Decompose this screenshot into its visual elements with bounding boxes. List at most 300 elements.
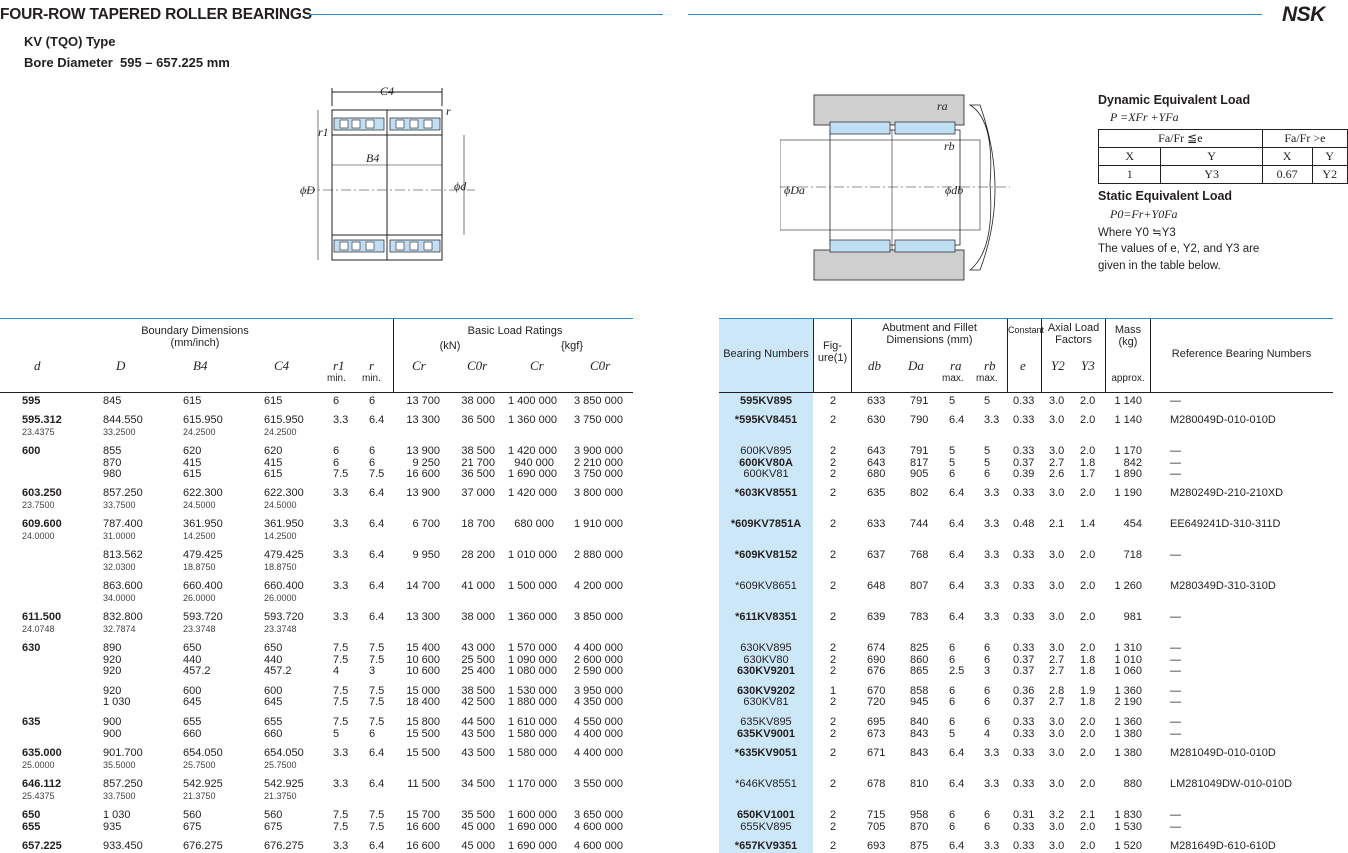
col-rb: rb xyxy=(984,358,996,373)
cell-C0rk xyxy=(574,729,622,741)
cell-C-value: 479.425 xyxy=(264,549,304,561)
cell-bn-value: 630KV9201 xyxy=(736,665,796,677)
cell-rb xyxy=(984,779,998,791)
cell-e-value: 0.33 xyxy=(1013,716,1035,728)
cell-mass xyxy=(1110,446,1142,458)
cell-r-value: 6.4 xyxy=(369,778,385,790)
cell-B-value: 457.2 xyxy=(183,665,211,677)
cell-C xyxy=(264,779,324,802)
cell-ref-value: — xyxy=(1170,685,1181,697)
cell-Cr xyxy=(400,666,440,678)
boundary-unit: (mm/inch) xyxy=(170,337,220,349)
cell-D-value: 890 xyxy=(103,642,122,654)
cell-ref xyxy=(1170,822,1320,834)
cell-bn-value: 595KV895 xyxy=(740,395,792,407)
cell-fig xyxy=(826,779,840,791)
cell-r1-value: 6 xyxy=(333,457,340,469)
col-e: e xyxy=(1020,358,1026,373)
bore-label: Bore Diameter xyxy=(24,55,113,70)
cell-mass xyxy=(1110,729,1142,741)
cell-B_in-value: 23.3748 xyxy=(183,623,216,634)
cell-Y3 xyxy=(1080,810,1102,822)
cell-D-value: 900 xyxy=(103,716,122,728)
cell-D xyxy=(103,717,163,729)
cell-db-value: 643 xyxy=(867,445,886,457)
cell-mass-value: 1 010 xyxy=(1114,654,1142,666)
cell-Cr-value: 6 700 xyxy=(412,518,440,530)
cell-r-value: 6.4 xyxy=(369,414,385,426)
cell-db-value: 633 xyxy=(867,518,886,530)
cell-Crk-value: 1 570 000 xyxy=(508,642,557,654)
col-C0r-kgf: C0r xyxy=(590,358,611,373)
cell-ra-value: 6 xyxy=(949,685,956,697)
cell-Y3 xyxy=(1080,519,1102,531)
b4-label: B4 xyxy=(366,151,380,165)
cell-ra xyxy=(949,446,973,458)
cell-ra xyxy=(949,810,973,822)
cell-Y2-value: 3.0 xyxy=(1049,414,1065,426)
cell-mass-value: 1 170 xyxy=(1114,445,1142,457)
cell-Y2-value: 3.0 xyxy=(1049,821,1065,833)
cell-Y3-value: 1.4 xyxy=(1080,518,1096,530)
cell-mass xyxy=(1110,488,1142,500)
cell-ref xyxy=(1170,655,1320,667)
where-note: Where Y0 ≒Y3 xyxy=(1098,227,1176,239)
cell-r-value: 7.5 xyxy=(369,685,385,697)
cell-C0r-value: 41 000 xyxy=(461,580,495,592)
cell-fig-value: 2 xyxy=(829,716,837,728)
figure-header-2: ure(1) xyxy=(817,352,848,364)
cell-r xyxy=(369,581,385,593)
cell-ra-value: 6.4 xyxy=(949,580,965,592)
cell-C xyxy=(264,396,324,408)
cell-Y2-value: 2.7 xyxy=(1049,665,1065,677)
cell-rb xyxy=(984,729,998,741)
cell-r1 xyxy=(333,415,353,427)
cell-Crk-value: 680 000 xyxy=(514,518,554,530)
cell-Cr-value: 15 000 xyxy=(406,685,440,697)
cell-ra-value: 6 xyxy=(949,654,956,666)
cell-mass-value: 1 140 xyxy=(1114,414,1142,426)
cell-C xyxy=(264,612,324,635)
cell-d-value: 609.600 xyxy=(22,518,62,530)
cell-db-value: 633 xyxy=(867,395,886,407)
cell-B xyxy=(183,822,243,834)
cell-bn-value: 630KV895 xyxy=(740,642,792,654)
cell-C xyxy=(264,822,324,834)
cell-bn xyxy=(719,810,813,822)
cell-Da xyxy=(910,666,934,678)
cell-Da xyxy=(910,396,934,408)
cell-C0r-value: 34 500 xyxy=(461,778,495,790)
cell-Da-value: 865 xyxy=(910,665,929,677)
cell-mass xyxy=(1110,810,1142,822)
cell-ref xyxy=(1170,488,1320,500)
cell-ref-value: — xyxy=(1170,468,1181,480)
cell-D xyxy=(103,666,163,678)
cell-C xyxy=(264,697,324,709)
cell-D xyxy=(103,550,163,573)
cell-mass-value: 981 xyxy=(1123,611,1142,623)
cell-r1 xyxy=(333,612,353,624)
reference-header: Reference Bearing Numbers xyxy=(1171,348,1312,360)
cell-r xyxy=(369,415,385,427)
cell-mass-value: 1 360 xyxy=(1114,716,1142,728)
cell-B-value: 654.050 xyxy=(183,747,223,759)
cell-C0rk xyxy=(574,415,622,427)
cell-B_in-value: 18.8750 xyxy=(183,561,216,572)
cell-r1 xyxy=(333,519,353,531)
cell-e-value: 0.33 xyxy=(1013,580,1035,592)
cell-db-value: 690 xyxy=(867,654,886,666)
cell-B-value: 622.300 xyxy=(183,487,223,499)
cell-B xyxy=(183,748,243,771)
cell-mass xyxy=(1110,469,1142,481)
cell-C xyxy=(264,415,324,438)
cell-B-value: 415 xyxy=(183,457,202,469)
cell-rb xyxy=(984,717,998,729)
cell-bn xyxy=(719,612,813,624)
cell-Crk-value: 1 690 000 xyxy=(508,840,557,852)
cell-r-value: 6.4 xyxy=(369,549,385,561)
cell-rb-value: 3.3 xyxy=(984,747,1000,759)
cell-ra-value: 6.4 xyxy=(949,611,965,623)
cell-Y3-value: 2.0 xyxy=(1080,445,1096,457)
cell-rb xyxy=(984,748,998,760)
cell-D-value: 935 xyxy=(103,821,122,833)
cell-e xyxy=(1013,519,1039,531)
cell-Cr-value: 14 700 xyxy=(406,580,440,592)
cell-r xyxy=(369,446,385,458)
cell-r-value: 6 xyxy=(369,445,376,457)
cell-e xyxy=(1013,415,1039,427)
static-load-title: Static Equivalent Load xyxy=(1098,189,1233,203)
cell-bn xyxy=(719,415,813,427)
cell-r xyxy=(369,841,385,853)
cell-C-value: 622.300 xyxy=(264,487,304,499)
cell-rb-value: 6 xyxy=(984,642,991,654)
cell-Y2 xyxy=(1049,581,1071,593)
cell-bn xyxy=(719,396,813,408)
cell-ref-value: — xyxy=(1170,611,1181,623)
cell-B-value: 615.950 xyxy=(183,414,223,426)
cell-Y2 xyxy=(1049,446,1071,458)
cell-D-value: 857.250 xyxy=(103,487,143,499)
cell-D-value: 1 030 xyxy=(103,809,131,821)
cell-B-value: 593.720 xyxy=(183,611,223,623)
cell-db xyxy=(867,550,891,562)
cell-e-value: 0.37 xyxy=(1013,457,1035,469)
bore-range: 595 – 657.225 mm xyxy=(120,55,230,70)
cell-Y3-value: 2.0 xyxy=(1080,414,1096,426)
cell-bn-value: *609KV7851A xyxy=(730,518,802,530)
cell-rb-value: 6 xyxy=(984,685,991,697)
cell-Cr-value: 15 500 xyxy=(406,728,440,740)
cell-D-value: 870 xyxy=(103,457,122,469)
cell-r1-value: 3.3 xyxy=(333,778,349,790)
cell-Crk-value: 1 880 000 xyxy=(508,696,557,708)
cell-r1 xyxy=(333,729,353,741)
cell-fig xyxy=(826,446,840,458)
cell-Y2-value: 2.7 xyxy=(1049,696,1065,708)
cell-C0rk-value: 4 600 000 xyxy=(574,840,623,852)
cell-Cr-value: 13 700 xyxy=(406,395,440,407)
cell-C-value: 650 xyxy=(264,642,283,654)
cell-ref xyxy=(1170,415,1320,427)
cell-db xyxy=(867,519,891,531)
cell-C0r xyxy=(455,415,495,427)
cell-rb xyxy=(984,822,998,834)
cell-ra xyxy=(949,612,973,624)
cell-e xyxy=(1013,446,1039,458)
cell-Da xyxy=(910,612,934,624)
col-ra-max: max. xyxy=(942,373,964,384)
cell-Y2 xyxy=(1049,415,1071,427)
cell-ra xyxy=(949,488,973,500)
cell-Y3 xyxy=(1080,643,1102,655)
cell-B-value: 675 xyxy=(183,821,202,833)
cell-Da-value: 825 xyxy=(910,642,929,654)
cell-ra-value: 6.4 xyxy=(949,414,965,426)
cell-Y2-value: 3.0 xyxy=(1049,840,1065,852)
cell-d_in-value: 25.4375 xyxy=(22,790,55,801)
cell-bn-value: *595KV8451 xyxy=(734,414,798,426)
cell-Cr xyxy=(400,717,440,729)
cell-Crk-value: 1 080 000 xyxy=(508,665,557,677)
cell-bn xyxy=(719,822,813,834)
cell-ra-value: 6.4 xyxy=(949,518,965,530)
cell-C0r-value: 43 500 xyxy=(461,728,495,740)
axial-header-2: Factors xyxy=(1055,334,1092,346)
cell-C0rk xyxy=(574,643,622,655)
cell-r xyxy=(369,697,385,709)
cell-r xyxy=(369,717,385,729)
cell-d-value: 603.250 xyxy=(22,487,62,499)
cell-Y2-value: 3.0 xyxy=(1049,716,1065,728)
cell-Da-value: 945 xyxy=(910,696,929,708)
cell-C0rk-value: 4 600 000 xyxy=(574,821,623,833)
cell-C0rk-value: 2 210 000 xyxy=(574,457,623,469)
cell-C_in-value: 24.5000 xyxy=(264,499,297,510)
cell-C xyxy=(264,550,324,573)
cell-bn xyxy=(719,729,813,741)
cell-C xyxy=(264,446,324,458)
cell-e-value: 0.37 xyxy=(1013,665,1035,677)
cell-Crk xyxy=(508,487,557,500)
cell-Crk xyxy=(508,716,557,729)
cell-db xyxy=(867,612,891,624)
cell-e xyxy=(1013,697,1039,709)
cell-B xyxy=(183,697,243,709)
cell-fig xyxy=(826,415,840,427)
cell-db-value: 693 xyxy=(867,840,886,852)
cell-r1-value: 7.5 xyxy=(333,696,349,708)
cell-C-value: 615.950 xyxy=(264,414,304,426)
cell-Y2-value: 3.0 xyxy=(1049,487,1065,499)
cell-d xyxy=(22,446,82,458)
page-title: FOUR-ROW TAPERED ROLLER BEARINGS xyxy=(0,6,312,23)
col-db: db xyxy=(868,358,881,373)
cell-Y2 xyxy=(1049,841,1071,853)
cell-B-value: 542.925 xyxy=(183,778,223,790)
cell-ra-value: 5 xyxy=(949,457,956,469)
cell-D-value: 813.562 xyxy=(103,549,143,561)
cell-Y2 xyxy=(1049,779,1071,791)
cell-e-value: 0.33 xyxy=(1013,445,1035,457)
cell-Crk xyxy=(508,395,557,408)
cell-db xyxy=(867,822,891,834)
cell-Crk-value: 1 580 000 xyxy=(508,747,557,759)
cell-r-value: 6.4 xyxy=(369,518,385,530)
cell-ref-value: M281649D-610-610D xyxy=(1170,840,1276,852)
cell-C0rk xyxy=(574,697,622,709)
r1-label: r1 xyxy=(318,125,329,139)
cell-r1 xyxy=(333,779,353,791)
cell-ra xyxy=(949,748,973,760)
cell-C xyxy=(264,488,324,511)
cell-Cr-value: 16 600 xyxy=(406,821,440,833)
cell-Da xyxy=(910,550,934,562)
cell-r-value: 7.5 xyxy=(369,642,385,654)
cell-C0r-value: 36 500 xyxy=(461,414,495,426)
cell-db-value: 676 xyxy=(867,665,886,677)
cell-Da-value: 905 xyxy=(910,468,929,480)
cell-C0r-value: 37 000 xyxy=(461,487,495,499)
cell-D_in-value: 34.0000 xyxy=(103,592,136,603)
cell-Cr xyxy=(400,488,440,500)
cell-C0rk xyxy=(574,488,622,500)
phi-D-label: ϕD xyxy=(300,183,315,197)
cell-e-value: 0.33 xyxy=(1013,611,1035,623)
cell-B_in-value: 24.2500 xyxy=(183,426,216,437)
col-d: d xyxy=(34,358,41,373)
cell-Cr-value: 15 700 xyxy=(406,809,440,821)
cell-e-value: 0.33 xyxy=(1013,414,1035,426)
bearing-numbers-header: Bearing Numbers xyxy=(723,348,809,360)
cell-bn xyxy=(719,643,813,655)
cell-Y2-value: 3.0 xyxy=(1049,549,1065,561)
cell-d-value: 595 xyxy=(22,395,41,407)
cell-Da-value: 790 xyxy=(910,414,929,426)
cell-Cr xyxy=(400,841,440,853)
cell-C0rk xyxy=(574,822,622,834)
col-Cr-kn: Cr xyxy=(412,358,426,373)
cell-C xyxy=(264,581,324,604)
cell-d-value: 635 xyxy=(22,716,41,728)
axial-header: Axial Load xyxy=(1047,322,1100,334)
cell-rb-value: 3.3 xyxy=(984,414,1000,426)
cell-fig xyxy=(826,519,840,531)
cell-D xyxy=(103,612,163,635)
cell-C xyxy=(264,643,324,655)
table-top-rule-right xyxy=(719,318,1333,319)
cell-C-value: 560 xyxy=(264,809,283,821)
cell-ref-value: — xyxy=(1170,809,1181,821)
cell-ref-value: — xyxy=(1170,696,1181,708)
cell-db-value: 715 xyxy=(867,809,886,821)
cell-db-value: 648 xyxy=(867,580,886,592)
cell-C-value: 361.950 xyxy=(264,518,304,530)
cell-r1 xyxy=(333,581,353,593)
cell-C xyxy=(264,841,324,853)
cell-e-value: 0.33 xyxy=(1013,728,1035,740)
cell-db xyxy=(867,717,891,729)
cell-Cr xyxy=(400,446,440,458)
cell-Cr-value: 18 400 xyxy=(406,696,440,708)
cell-ref-value: M280049D-010-010D xyxy=(1170,414,1276,426)
cell-e-value: 0.33 xyxy=(1013,395,1035,407)
cell-d-value: 646.112 xyxy=(22,778,62,790)
cell-C0rk-value: 1 910 000 xyxy=(574,518,623,530)
cell-ra xyxy=(949,666,973,678)
cell-C_in-value: 21.3750 xyxy=(264,790,297,801)
cell-rb-value: 3 xyxy=(984,665,991,677)
cell-r-value: 7.5 xyxy=(369,654,385,666)
cell-db-value: 674 xyxy=(867,642,886,654)
cell-C0r-value: 38 000 xyxy=(461,611,495,623)
cell-mass-value: 842 xyxy=(1123,457,1142,469)
cell-ref-value: M281049D-010-010D xyxy=(1170,747,1276,759)
cell-rb xyxy=(984,446,998,458)
cell-D-value: 1 030 xyxy=(103,696,131,708)
cell-Y2-value: 2.6 xyxy=(1049,468,1065,480)
cell-mass xyxy=(1110,612,1142,624)
cell-ref xyxy=(1170,779,1320,791)
cell-ra-value: 6 xyxy=(949,809,956,821)
cell-Crk xyxy=(508,747,557,760)
col-Y3: Y3 xyxy=(1081,358,1095,373)
cell-e xyxy=(1013,810,1039,822)
cell-rb xyxy=(984,666,998,678)
col-Da: Da xyxy=(908,358,924,373)
cell-B-value: 660 xyxy=(183,728,202,740)
cell-db xyxy=(867,415,891,427)
static-formula: P0=Fr+Y0Fa xyxy=(1110,207,1178,221)
cell-D xyxy=(103,488,163,511)
cell-d xyxy=(22,643,82,655)
cell-r-value: 6.4 xyxy=(369,840,385,852)
r-label: r xyxy=(446,104,451,118)
phi-db-label: ϕdb xyxy=(945,183,964,197)
cell-C-value: 593.720 xyxy=(264,611,304,623)
cell-Crk xyxy=(508,611,557,624)
cell-C0r xyxy=(455,841,495,853)
cell-r-value: 6.4 xyxy=(369,747,385,759)
cell-C-value: 645 xyxy=(264,696,283,708)
cell-C0rk-value: 3 950 000 xyxy=(574,685,623,697)
cell-r1 xyxy=(333,469,353,481)
cell-bn xyxy=(719,581,813,593)
cell-B-value: 600 xyxy=(183,685,202,697)
cell-C-value: 675 xyxy=(264,821,283,833)
abutment-header-2: Dimensions (mm) xyxy=(886,334,973,346)
cell-C-value: 654.050 xyxy=(264,747,304,759)
cell-Cr-value: 13 300 xyxy=(406,611,440,623)
cell-Cr-value: 9 950 xyxy=(412,549,440,561)
cell-C0rk-value: 4 350 000 xyxy=(574,696,623,708)
cell-r xyxy=(369,822,385,834)
cell-fig xyxy=(826,729,840,741)
cell-db-value: 705 xyxy=(867,821,886,833)
cell-r1-value: 5 xyxy=(333,728,340,740)
col-r1: r1 xyxy=(333,358,345,373)
type-label: KV (TQO) Type xyxy=(24,34,116,49)
cell-bn-value: *611KV8351 xyxy=(735,611,797,623)
cell-rb-value: 6 xyxy=(984,821,991,833)
cell-D xyxy=(103,810,163,822)
cell-Y2-value: 3.0 xyxy=(1049,778,1065,790)
cell-D xyxy=(103,697,163,709)
